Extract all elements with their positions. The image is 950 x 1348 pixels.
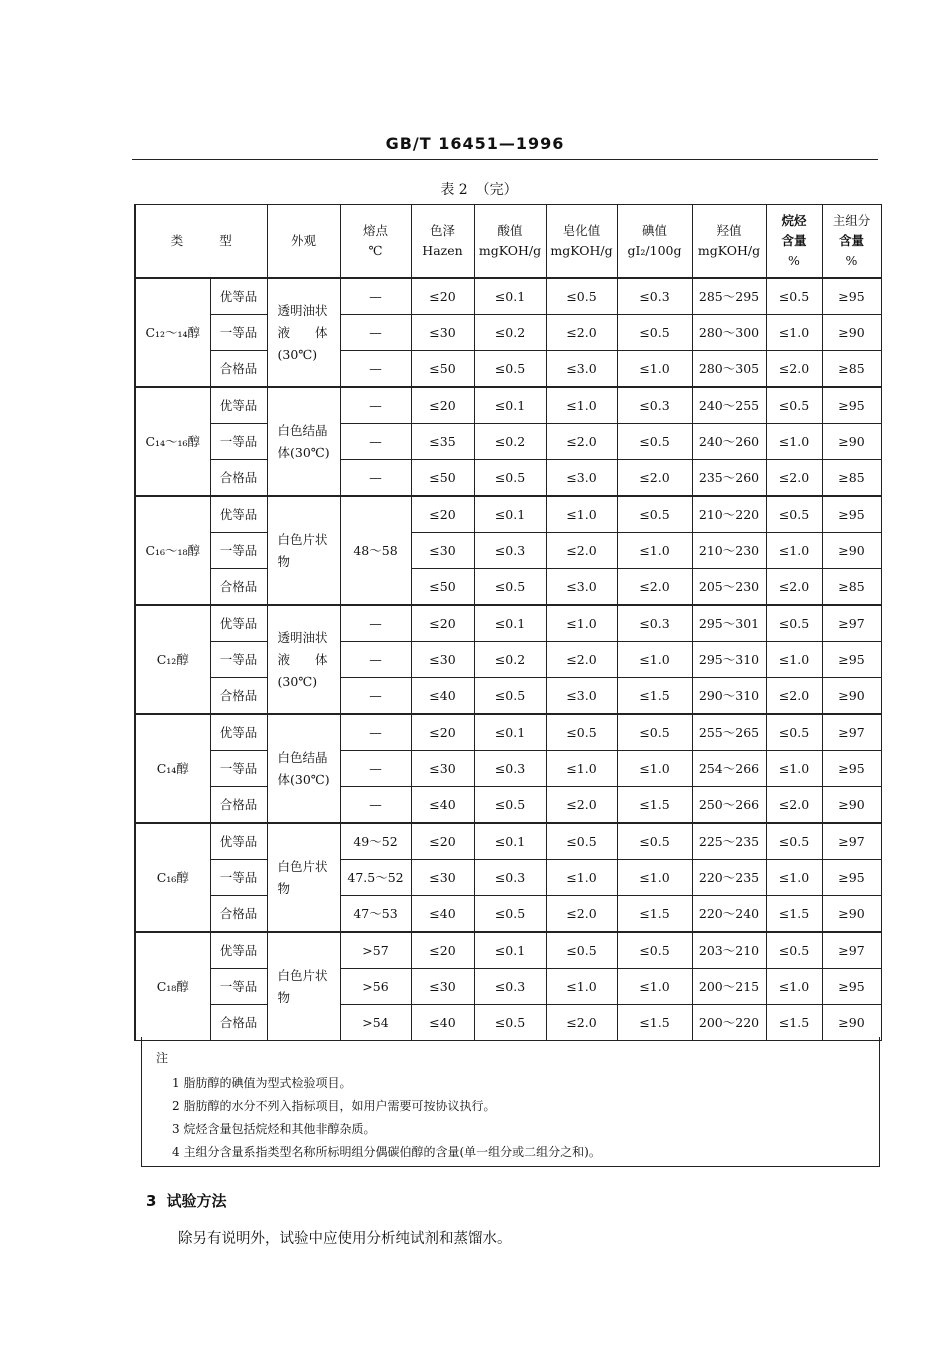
cell-main-content: ≥90 xyxy=(822,424,881,460)
cell-color: ≤40 xyxy=(411,896,474,933)
cell-appearance xyxy=(267,387,340,496)
col-header-melting-point: 熔点 ℃ xyxy=(340,205,411,279)
table-row xyxy=(135,387,881,424)
appearance-line: 白色结晶 xyxy=(277,749,328,765)
cell-main-content: ≥97 xyxy=(822,823,881,860)
cell-grade: 优等品 xyxy=(210,278,267,315)
cell-hydroxyl-value: 210～230 xyxy=(692,533,766,569)
cell-main-content: ≥95 xyxy=(822,860,881,896)
cell-melting-point: — xyxy=(340,642,411,678)
header-row xyxy=(135,205,881,279)
cell-grade: 合格品 xyxy=(210,678,267,715)
cell-saponification-value: ≤1.0 xyxy=(546,387,617,424)
cell-melting-point: — xyxy=(340,460,411,497)
appearance-line: 白色结晶 xyxy=(277,422,328,438)
cell-hydroxyl-value: 280～305 xyxy=(692,351,766,388)
cell-alkane-content: ≤1.0 xyxy=(766,315,822,351)
table-row xyxy=(135,969,881,1005)
table-row xyxy=(135,496,881,533)
table-caption-suffix: （完） xyxy=(475,182,518,198)
cell-color: ≤40 xyxy=(411,1005,474,1041)
table-row xyxy=(135,896,881,933)
table-row xyxy=(135,1005,881,1041)
header-rule xyxy=(132,159,878,160)
cell-alkane-content: ≤1.0 xyxy=(766,424,822,460)
cell-color: ≤35 xyxy=(411,424,474,460)
cell-main-content: ≥95 xyxy=(822,387,881,424)
cell-alkane-content: ≤1.5 xyxy=(766,896,822,933)
cell-appearance xyxy=(267,605,340,714)
cell-melting-point: 48～58 xyxy=(340,496,411,605)
cell-grade: 优等品 xyxy=(210,496,267,533)
cell-saponification-value: ≤0.5 xyxy=(546,932,617,969)
cell-melting-point: — xyxy=(340,605,411,642)
cell-color: ≤20 xyxy=(411,823,474,860)
col-header-color: 色泽 Hazen xyxy=(411,205,474,279)
cell-alkane-content: ≤0.5 xyxy=(766,278,822,315)
cell-grade: 一等品 xyxy=(210,969,267,1005)
cell-color: ≤30 xyxy=(411,751,474,787)
cell-melting-point: 47～53 xyxy=(340,896,411,933)
table-notes xyxy=(141,1037,880,1167)
cell-hydroxyl-value: 200～220 xyxy=(692,1005,766,1041)
col-header-main-content: 主组分 含量 % xyxy=(822,205,881,279)
cell-hydroxyl-value: 295～310 xyxy=(692,642,766,678)
cell-acid-value: ≤0.2 xyxy=(474,424,546,460)
section-body: 除另有说明外，试验中应使用分析纯试剂和蒸馏水。 xyxy=(178,1231,512,1247)
cell-saponification-value: ≤3.0 xyxy=(546,351,617,388)
cell-acid-value: ≤0.1 xyxy=(474,823,546,860)
cell-acid-value: ≤0.2 xyxy=(474,315,546,351)
cell-acid-value: ≤0.5 xyxy=(474,460,546,497)
cell-iodine-value: ≤1.5 xyxy=(617,678,692,715)
cell-main-content: ≥85 xyxy=(822,460,881,497)
cell-grade: 合格品 xyxy=(210,1005,267,1041)
cell-grade: 合格品 xyxy=(210,460,267,497)
cell-iodine-value: ≤0.3 xyxy=(617,605,692,642)
cell-type: C₁₆～₁₈醇 xyxy=(135,496,210,605)
cell-grade: 优等品 xyxy=(210,932,267,969)
cell-alkane-content: ≤1.0 xyxy=(766,642,822,678)
cell-iodine-value: ≤1.0 xyxy=(617,751,692,787)
cell-grade: 优等品 xyxy=(210,823,267,860)
cell-color: ≤30 xyxy=(411,315,474,351)
cell-acid-value: ≤0.5 xyxy=(474,1005,546,1041)
cell-iodine-value: ≤0.3 xyxy=(617,387,692,424)
col-header-iodine-value: 碘值 gI₂/100g xyxy=(617,205,692,279)
cell-saponification-value: ≤0.5 xyxy=(546,823,617,860)
cell-acid-value: ≤0.5 xyxy=(474,787,546,824)
cell-type: C₁₂～₁₄醇 xyxy=(135,278,210,387)
cell-grade: 合格品 xyxy=(210,787,267,824)
cell-acid-value: ≤0.5 xyxy=(474,678,546,715)
cell-color: ≤20 xyxy=(411,605,474,642)
cell-hydroxyl-value: 290～310 xyxy=(692,678,766,715)
cell-iodine-value: ≤0.5 xyxy=(617,714,692,751)
note-item: 4 主组分含量系指类型名称所标明组分偶碳伯醇的含量(单一组分或二组分之和)。 xyxy=(172,1145,601,1159)
cell-acid-value: ≤0.3 xyxy=(474,751,546,787)
cell-melting-point: — xyxy=(340,787,411,824)
cell-main-content: ≥95 xyxy=(822,642,881,678)
cell-alkane-content: ≤2.0 xyxy=(766,678,822,715)
cell-acid-value: ≤0.5 xyxy=(474,569,546,606)
cell-iodine-value: ≤1.5 xyxy=(617,896,692,933)
cell-saponification-value: ≤1.0 xyxy=(546,860,617,896)
cell-iodine-value: ≤0.5 xyxy=(617,315,692,351)
table-row xyxy=(135,278,881,315)
cell-saponification-value: ≤3.0 xyxy=(546,569,617,606)
cell-iodine-value: ≤2.0 xyxy=(617,460,692,497)
cell-main-content: ≥97 xyxy=(822,714,881,751)
cell-melting-point: — xyxy=(340,751,411,787)
spec-table xyxy=(134,204,882,1041)
table-row xyxy=(135,460,881,497)
cell-saponification-value: ≤2.0 xyxy=(546,424,617,460)
cell-hydroxyl-value: 200～215 xyxy=(692,969,766,1005)
cell-alkane-content: ≤0.5 xyxy=(766,605,822,642)
cell-main-content: ≥90 xyxy=(822,787,881,824)
cell-melting-point: >54 xyxy=(340,1005,411,1041)
cell-main-content: ≥90 xyxy=(822,678,881,715)
cell-melting-point: — xyxy=(340,714,411,751)
cell-acid-value: ≤0.1 xyxy=(474,496,546,533)
cell-alkane-content: ≤0.5 xyxy=(766,714,822,751)
cell-alkane-content: ≤1.0 xyxy=(766,533,822,569)
cell-hydroxyl-value: 254～266 xyxy=(692,751,766,787)
table-row xyxy=(135,823,881,860)
cell-grade: 合格品 xyxy=(210,896,267,933)
cell-main-content: ≥85 xyxy=(822,569,881,606)
cell-main-content: ≥90 xyxy=(822,533,881,569)
cell-acid-value: ≤0.1 xyxy=(474,605,546,642)
cell-alkane-content: ≤2.0 xyxy=(766,351,822,388)
col-header-hydroxyl-value: 羟值 mgKOH/g xyxy=(692,205,766,279)
cell-hydroxyl-value: 225～235 xyxy=(692,823,766,860)
cell-iodine-value: ≤0.5 xyxy=(617,496,692,533)
note-item: 2 脂肪醇的水分不列入指标项目，如用户需要可按协议执行。 xyxy=(172,1099,496,1113)
cell-saponification-value: ≤1.0 xyxy=(546,496,617,533)
cell-alkane-content: ≤2.0 xyxy=(766,569,822,606)
cell-color: ≤30 xyxy=(411,533,474,569)
cell-melting-point: >56 xyxy=(340,969,411,1005)
col-header-saponification-value: 皂化值 mgKOH/g xyxy=(546,205,617,279)
cell-type: C₁₂醇 xyxy=(135,605,210,714)
cell-alkane-content: ≤0.5 xyxy=(766,387,822,424)
cell-type: C₁₆醇 xyxy=(135,823,210,932)
cell-melting-point: — xyxy=(340,424,411,460)
col-header-alkane-content: 烷烃 含量 % xyxy=(766,205,822,279)
appearance-line: (30℃) xyxy=(277,346,318,362)
cell-main-content: ≥95 xyxy=(822,278,881,315)
appearance-line: 白色片状 xyxy=(277,858,328,874)
cell-alkane-content: ≤1.0 xyxy=(766,751,822,787)
cell-alkane-content: ≤1.0 xyxy=(766,969,822,1005)
cell-saponification-value: ≤1.0 xyxy=(546,751,617,787)
cell-saponification-value: ≤2.0 xyxy=(546,896,617,933)
table-caption-label: 表 2 xyxy=(440,182,468,198)
appearance-line: (30℃) xyxy=(277,673,318,689)
cell-saponification-value: ≤2.0 xyxy=(546,533,617,569)
cell-acid-value: ≤0.3 xyxy=(474,969,546,1005)
cell-alkane-content: ≤2.0 xyxy=(766,787,822,824)
table-row xyxy=(135,605,881,642)
cell-alkane-content: ≤0.5 xyxy=(766,932,822,969)
col-header-appearance: 外观 xyxy=(267,205,340,279)
cell-iodine-value: ≤0.5 xyxy=(617,932,692,969)
cell-main-content: ≥97 xyxy=(822,932,881,969)
appearance-line: 白色片状 xyxy=(277,967,328,983)
cell-main-content: ≥85 xyxy=(822,351,881,388)
cell-main-content: ≥90 xyxy=(822,896,881,933)
appearance-line: 物 xyxy=(277,880,291,896)
table-row xyxy=(135,678,881,715)
appearance-line: 液 体 xyxy=(277,651,328,667)
cell-hydroxyl-value: 235～260 xyxy=(692,460,766,497)
table-row xyxy=(135,932,881,969)
appearance-line: 白色片状 xyxy=(277,531,328,547)
cell-appearance xyxy=(267,496,340,605)
cell-acid-value: ≤0.2 xyxy=(474,642,546,678)
cell-color: ≤50 xyxy=(411,569,474,606)
cell-color: ≤30 xyxy=(411,860,474,896)
cell-color: ≤30 xyxy=(411,969,474,1005)
cell-melting-point: — xyxy=(340,278,411,315)
cell-main-content: ≥90 xyxy=(822,315,881,351)
cell-acid-value: ≤0.1 xyxy=(474,932,546,969)
cell-hydroxyl-value: 250～266 xyxy=(692,787,766,824)
cell-acid-value: ≤0.5 xyxy=(474,351,546,388)
cell-acid-value: ≤0.1 xyxy=(474,278,546,315)
cell-iodine-value: ≤1.5 xyxy=(617,1005,692,1041)
cell-color: ≤50 xyxy=(411,351,474,388)
cell-grade: 合格品 xyxy=(210,351,267,388)
cell-iodine-value: ≤1.0 xyxy=(617,533,692,569)
cell-grade: 一等品 xyxy=(210,860,267,896)
cell-alkane-content: ≤0.5 xyxy=(766,823,822,860)
cell-color: ≤40 xyxy=(411,678,474,715)
cell-type: C₁₄～₁₆醇 xyxy=(135,387,210,496)
cell-color: ≤20 xyxy=(411,714,474,751)
appearance-line: 物 xyxy=(277,553,291,569)
appearance-line: 透明油状 xyxy=(277,302,328,318)
cell-main-content: ≥95 xyxy=(822,751,881,787)
cell-melting-point: — xyxy=(340,351,411,388)
cell-hydroxyl-value: 220～240 xyxy=(692,896,766,933)
section-number: 3 xyxy=(146,1192,157,1210)
cell-melting-point: 49～52 xyxy=(340,823,411,860)
cell-color: ≤20 xyxy=(411,496,474,533)
cell-grade: 一等品 xyxy=(210,424,267,460)
cell-saponification-value: ≤2.0 xyxy=(546,787,617,824)
cell-melting-point: — xyxy=(340,678,411,715)
cell-alkane-content: ≤1.5 xyxy=(766,1005,822,1041)
cell-hydroxyl-value: 205～230 xyxy=(692,569,766,606)
appearance-line: 体(30℃) xyxy=(277,444,330,460)
cell-hydroxyl-value: 203～210 xyxy=(692,932,766,969)
cell-hydroxyl-value: 240～255 xyxy=(692,387,766,424)
cell-hydroxyl-value: 210～220 xyxy=(692,496,766,533)
appearance-line: 物 xyxy=(277,989,291,1005)
cell-saponification-value: ≤2.0 xyxy=(546,315,617,351)
note-item: 3 烷烃含量包括烷烃和其他非醇杂质。 xyxy=(172,1122,376,1136)
cell-hydroxyl-value: 240～260 xyxy=(692,424,766,460)
cell-hydroxyl-value: 295～301 xyxy=(692,605,766,642)
cell-appearance xyxy=(267,932,340,1041)
cell-appearance xyxy=(267,714,340,823)
table-row xyxy=(135,315,881,351)
cell-iodine-value: ≤1.0 xyxy=(617,860,692,896)
table-caption xyxy=(0,179,950,199)
appearance-line: 体(30℃) xyxy=(277,771,330,787)
cell-color: ≤30 xyxy=(411,642,474,678)
cell-hydroxyl-value: 285～295 xyxy=(692,278,766,315)
cell-color: ≤20 xyxy=(411,387,474,424)
table-row xyxy=(135,533,881,569)
cell-iodine-value: ≤0.5 xyxy=(617,823,692,860)
cell-appearance xyxy=(267,823,340,932)
cell-grade: 优等品 xyxy=(210,714,267,751)
cell-color: ≤40 xyxy=(411,787,474,824)
table-row xyxy=(135,787,881,824)
cell-acid-value: ≤0.5 xyxy=(474,896,546,933)
cell-saponification-value: ≤3.0 xyxy=(546,678,617,715)
cell-grade: 一等品 xyxy=(210,642,267,678)
cell-main-content: ≥95 xyxy=(822,496,881,533)
cell-acid-value: ≤0.1 xyxy=(474,387,546,424)
cell-melting-point: — xyxy=(340,387,411,424)
cell-alkane-content: ≤2.0 xyxy=(766,460,822,497)
appearance-line: 透明油状 xyxy=(277,629,328,645)
cell-grade: 合格品 xyxy=(210,569,267,606)
cell-iodine-value: ≤2.0 xyxy=(617,569,692,606)
notes-title: 注 xyxy=(156,1051,169,1065)
cell-saponification-value: ≤2.0 xyxy=(546,642,617,678)
col-header-acid-value: 酸值 mgKOH/g xyxy=(474,205,546,279)
cell-iodine-value: ≤1.5 xyxy=(617,787,692,824)
cell-color: ≤20 xyxy=(411,278,474,315)
cell-grade: 一等品 xyxy=(210,751,267,787)
cell-melting-point: 47.5～52 xyxy=(340,860,411,896)
cell-acid-value: ≤0.3 xyxy=(474,860,546,896)
cell-melting-point: — xyxy=(340,315,411,351)
cell-grade: 优等品 xyxy=(210,387,267,424)
cell-appearance xyxy=(267,278,340,387)
cell-grade: 一等品 xyxy=(210,533,267,569)
cell-grade: 优等品 xyxy=(210,605,267,642)
cell-melting-point: >57 xyxy=(340,932,411,969)
col-header-type: 类 型 xyxy=(135,205,267,279)
table-row xyxy=(135,860,881,896)
cell-alkane-content: ≤0.5 xyxy=(766,496,822,533)
cell-saponification-value: ≤1.0 xyxy=(546,605,617,642)
cell-alkane-content: ≤1.0 xyxy=(766,860,822,896)
cell-iodine-value: ≤1.0 xyxy=(617,642,692,678)
cell-hydroxyl-value: 255～265 xyxy=(692,714,766,751)
cell-saponification-value: ≤2.0 xyxy=(546,1005,617,1041)
table-row xyxy=(135,714,881,751)
cell-main-content: ≥95 xyxy=(822,969,881,1005)
cell-iodine-value: ≤1.0 xyxy=(617,969,692,1005)
table-row xyxy=(135,642,881,678)
appearance-line: 液 体 xyxy=(277,324,328,340)
table-row xyxy=(135,751,881,787)
cell-color: ≤50 xyxy=(411,460,474,497)
table-row xyxy=(135,351,881,388)
section-title: 试验方法 xyxy=(166,1192,227,1210)
cell-saponification-value: ≤1.0 xyxy=(546,969,617,1005)
cell-main-content: ≥90 xyxy=(822,1005,881,1041)
cell-type: C₁₈醇 xyxy=(135,932,210,1041)
standard-number: GB/T 16451—1996 xyxy=(385,134,565,153)
cell-saponification-value: ≤0.5 xyxy=(546,714,617,751)
table-row xyxy=(135,424,881,460)
cell-color: ≤20 xyxy=(411,932,474,969)
cell-hydroxyl-value: 220～235 xyxy=(692,860,766,896)
cell-grade: 一等品 xyxy=(210,315,267,351)
cell-saponification-value: ≤3.0 xyxy=(546,460,617,497)
cell-main-content: ≥97 xyxy=(822,605,881,642)
cell-acid-value: ≤0.3 xyxy=(474,533,546,569)
cell-acid-value: ≤0.1 xyxy=(474,714,546,751)
table-row xyxy=(135,569,881,606)
cell-iodine-value: ≤0.3 xyxy=(617,278,692,315)
cell-type: C₁₄醇 xyxy=(135,714,210,823)
cell-hydroxyl-value: 280～300 xyxy=(692,315,766,351)
section-heading xyxy=(146,1190,226,1211)
cell-saponification-value: ≤0.5 xyxy=(546,278,617,315)
cell-iodine-value: ≤0.5 xyxy=(617,424,692,460)
cell-iodine-value: ≤1.0 xyxy=(617,351,692,388)
note-item: 1 脂肪醇的碘值为型式检验项目。 xyxy=(172,1076,352,1090)
